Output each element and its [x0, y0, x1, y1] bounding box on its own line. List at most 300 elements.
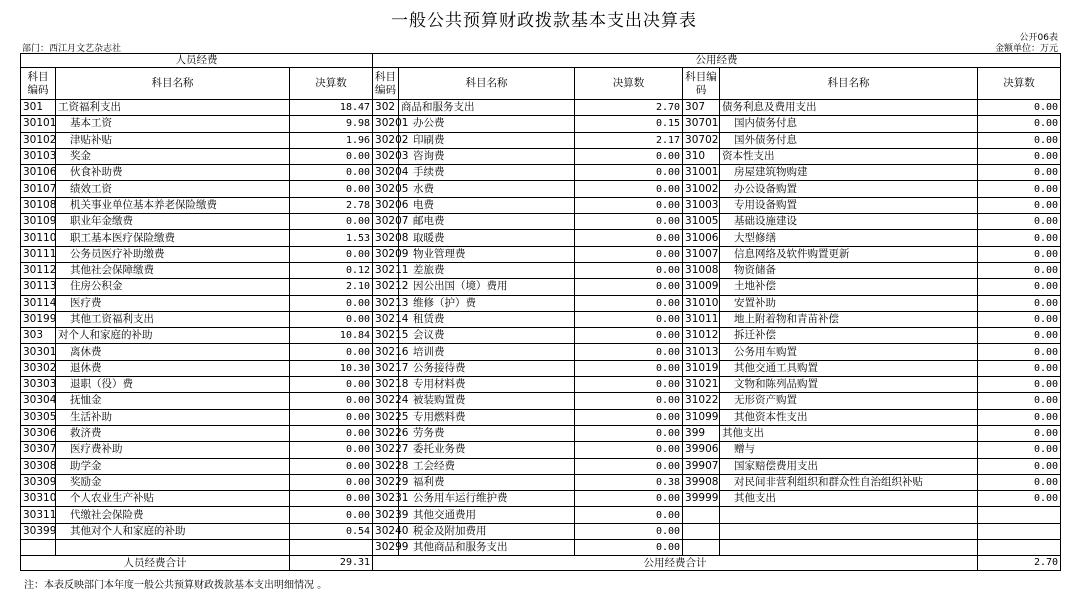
subject-amount: 0.00: [978, 230, 1061, 246]
subject-code: 30201: [373, 116, 399, 132]
subject-code: 30112: [21, 262, 56, 278]
table-row: [21, 540, 1061, 556]
subject-code: 399: [683, 425, 720, 441]
subject-code: 31021: [683, 377, 720, 393]
public-total-label: 公用经费合计: [373, 556, 978, 571]
table-row: [21, 279, 1061, 295]
subject-name: 赠与: [720, 442, 978, 458]
subject-code: [683, 523, 720, 539]
subject-name: 资本性支出: [720, 148, 978, 164]
subject-code: 30226: [373, 425, 399, 441]
subject-amount: 0.00: [978, 491, 1061, 507]
subject-name: 医疗费补助: [56, 442, 290, 458]
subject-code: 31012: [683, 328, 720, 344]
subject-amount: 0.38: [575, 474, 683, 490]
subject-code: 30216: [373, 344, 399, 360]
code-header: 科目编码: [683, 68, 720, 100]
subject-name: 公务用车购置: [720, 344, 978, 360]
subject-code: 30113: [21, 279, 56, 295]
subject-code: 30231: [373, 491, 399, 507]
subject-code: 30308: [21, 458, 56, 474]
subject-amount: 0.00: [978, 279, 1061, 295]
table-row: [21, 295, 1061, 311]
subject-amount: 0.00: [290, 311, 373, 327]
subject-code: 30214: [373, 311, 399, 327]
subject-amount: 10.30: [290, 360, 373, 376]
subject-code: 30702: [683, 132, 720, 148]
subject-amount: 0.15: [575, 116, 683, 132]
subject-code: 30205: [373, 181, 399, 197]
subject-amount: 0.00: [978, 328, 1061, 344]
subject-code: 30218: [373, 377, 399, 393]
table-row: [21, 181, 1061, 197]
subject-code: 31002: [683, 181, 720, 197]
subject-code: 31019: [683, 360, 720, 376]
table-row: [21, 328, 1061, 344]
subject-code: [21, 540, 56, 556]
subject-name: 其他工资福利支出: [56, 311, 290, 327]
subject-code: 39907: [683, 458, 720, 474]
subject-name: 其他社会保障缴费: [56, 262, 290, 278]
subject-name: 基础设施建设: [720, 214, 978, 230]
subject-code: 39908: [683, 474, 720, 490]
subject-amount: 0.00: [290, 246, 373, 262]
subject-name: 无形资产购置: [720, 393, 978, 409]
subject-amount: 0.00: [978, 393, 1061, 409]
subject-amount: 0.54: [290, 523, 373, 539]
subject-name: [720, 507, 978, 523]
subject-name: 咨询费: [399, 148, 575, 164]
subject-amount: 0.00: [978, 214, 1061, 230]
subject-code: 30203: [373, 148, 399, 164]
subject-code: 31013: [683, 344, 720, 360]
subject-name: 离休费: [56, 344, 290, 360]
subject-amount: 0.00: [575, 409, 683, 425]
subject-code: 30208: [373, 230, 399, 246]
subject-code: 30204: [373, 165, 399, 181]
subject-amount: 0.12: [290, 262, 373, 278]
subject-name: 助学金: [56, 458, 290, 474]
subject-amount: 1.53: [290, 230, 373, 246]
subject-amount: 0.00: [290, 409, 373, 425]
subject-code: [683, 540, 720, 556]
subject-amount: 0.00: [978, 197, 1061, 213]
page-title: 一般公共预算财政拨款基本支出决算表: [391, 11, 697, 31]
table-row: [21, 165, 1061, 181]
subject-amount: 9.98: [290, 116, 373, 132]
subject-name: 大型修缮: [720, 230, 978, 246]
subject-name: 拆迁补偿: [720, 328, 978, 344]
unit-label: 金额单位：万元: [994, 44, 1058, 54]
subject-amount: 0.00: [978, 132, 1061, 148]
subject-amount: 0.00: [290, 181, 373, 197]
subject-code: 31001: [683, 165, 720, 181]
subject-amount: 0.00: [290, 507, 373, 523]
subject-amount: 0.00: [575, 360, 683, 376]
subject-name: 医疗费: [56, 295, 290, 311]
subject-name: 水费: [399, 181, 575, 197]
subject-amount: 1.96: [290, 132, 373, 148]
subject-code: 303: [21, 328, 56, 344]
table-row: [21, 132, 1061, 148]
subject-code: 30227: [373, 442, 399, 458]
subject-name: 奖励金: [56, 474, 290, 490]
code-header: 科目编码: [21, 68, 56, 100]
table-row: [21, 360, 1061, 376]
subject-name: 生活补助: [56, 409, 290, 425]
subject-code: 30106: [21, 165, 56, 181]
subject-name: 会议费: [399, 328, 575, 344]
subject-name: 专用材料费: [399, 377, 575, 393]
table-row: [21, 507, 1061, 523]
subject-name: 代缴社会保险费: [56, 507, 290, 523]
subject-name: 退职（役）费: [56, 377, 290, 393]
subject-name: 其他对个人和家庭的补助: [56, 523, 290, 539]
subject-amount: 0.00: [290, 165, 373, 181]
subject-amount: 0.00: [575, 148, 683, 164]
subject-code: 30199: [21, 311, 56, 327]
subject-name: 取暖费: [399, 230, 575, 246]
subject-code: 30108: [21, 197, 56, 213]
subject-code: 30215: [373, 328, 399, 344]
subject-code: 30206: [373, 197, 399, 213]
subject-code: 30229: [373, 474, 399, 490]
subject-code: 39906: [683, 442, 720, 458]
subject-amount: 0.00: [575, 214, 683, 230]
subject-name: 工会经费: [399, 458, 575, 474]
subject-amount: [978, 540, 1061, 556]
subject-amount: 0.00: [978, 165, 1061, 181]
subject-amount: 0.00: [978, 409, 1061, 425]
subject-code: 30303: [21, 377, 56, 393]
subject-amount: 0.00: [290, 425, 373, 441]
personnel-total-label: 人员经费合计: [21, 556, 290, 571]
subject-code: 31099: [683, 409, 720, 425]
subject-amount: 0.00: [978, 311, 1061, 327]
subject-code: 30304: [21, 393, 56, 409]
subject-amount: 0.00: [978, 425, 1061, 441]
department-label: 部门：西江月文艺杂志社: [22, 44, 122, 54]
subject-code: 31010: [683, 295, 720, 311]
subject-name: 房屋建筑物购建: [720, 165, 978, 181]
subject-name: 维修（护）费: [399, 295, 575, 311]
table-row: [21, 148, 1061, 164]
subject-code: 30399: [21, 523, 56, 539]
table-row: [21, 377, 1061, 393]
subject-amount: 0.00: [978, 377, 1061, 393]
subject-name: 对民间非营利组织和群众性自治组织补贴: [720, 474, 978, 490]
footnote: 注：本表反映部门本年度一般公共预算财政拨款基本支出明细情况 。: [24, 580, 328, 591]
subject-amount: 0.00: [978, 100, 1061, 116]
subject-name: 伙食补助费: [56, 165, 290, 181]
subject-amount: 0.00: [575, 311, 683, 327]
subject-name: 专用燃料费: [399, 409, 575, 425]
subject-amount: 0.00: [575, 246, 683, 262]
subject-code: 30211: [373, 262, 399, 278]
subject-code: 307: [683, 100, 720, 116]
subject-code: 39999: [683, 491, 720, 507]
table-row: [21, 197, 1061, 213]
subject-amount: 0.00: [575, 230, 683, 246]
table-row: [21, 246, 1061, 262]
subject-name: 印刷费: [399, 132, 575, 148]
subject-name: 被装购置费: [399, 393, 575, 409]
table-row: [21, 442, 1061, 458]
subject-name: 手续费: [399, 165, 575, 181]
subject-name: 津贴补贴: [56, 132, 290, 148]
subject-code: 30306: [21, 425, 56, 441]
subject-code: 30299: [373, 540, 399, 556]
name-header: 科目名称: [56, 68, 290, 100]
subject-code: 30207: [373, 214, 399, 230]
table-row: [21, 474, 1061, 490]
subject-amount: 0.00: [978, 262, 1061, 278]
subject-name: 退休费: [56, 360, 290, 376]
subject-name: 住房公积金: [56, 279, 290, 295]
subject-name: 国家赔偿费用支出: [720, 458, 978, 474]
amount-header: 决算数: [290, 68, 373, 100]
subject-name: 职工基本医疗保险缴费: [56, 230, 290, 246]
table-row: [21, 100, 1061, 116]
subject-name: 委托业务费: [399, 442, 575, 458]
subject-amount: 0.00: [290, 458, 373, 474]
subject-code: 30110: [21, 230, 56, 246]
subject-code: 30213: [373, 295, 399, 311]
subject-name: 公务员医疗补助缴费: [56, 246, 290, 262]
subject-amount: 10.84: [290, 328, 373, 344]
subject-code: 30302: [21, 360, 56, 376]
subject-amount: 0.00: [575, 181, 683, 197]
subject-amount: [978, 507, 1061, 523]
table-row: [21, 344, 1061, 360]
subject-name: 基本工资: [56, 116, 290, 132]
expenditure-table: [20, 53, 1061, 571]
amount-header: 决算数: [575, 68, 683, 100]
subject-amount: 2.10: [290, 279, 373, 295]
subject-amount: 0.00: [575, 165, 683, 181]
subject-code: 31005: [683, 214, 720, 230]
table-row: [21, 425, 1061, 441]
subject-code: 30102: [21, 132, 56, 148]
subject-name: 抚恤金: [56, 393, 290, 409]
subject-code: 30202: [373, 132, 399, 148]
subject-amount: 0.00: [575, 377, 683, 393]
table-row: [21, 409, 1061, 425]
subject-amount: 0.00: [575, 442, 683, 458]
subject-name: 债务利息及费用支出: [720, 100, 978, 116]
subject-amount: 0.00: [575, 507, 683, 523]
table-row: [21, 523, 1061, 539]
subject-name: 对个人和家庭的补助: [56, 328, 290, 344]
subject-code: 30224: [373, 393, 399, 409]
subject-name: 土地补偿: [720, 279, 978, 295]
subject-code: 30217: [373, 360, 399, 376]
subject-amount: 0.00: [575, 491, 683, 507]
subject-amount: 0.00: [290, 214, 373, 230]
subject-name: 文物和陈列品购置: [720, 377, 978, 393]
subject-amount: 0.00: [575, 344, 683, 360]
subject-code: 30209: [373, 246, 399, 262]
subject-amount: 2.17: [575, 132, 683, 148]
table-row: [21, 262, 1061, 278]
subject-amount: 2.70: [575, 100, 683, 116]
subject-amount: 0.00: [575, 328, 683, 344]
subject-name: [720, 523, 978, 539]
subject-name: 租赁费: [399, 311, 575, 327]
subject-code: 31006: [683, 230, 720, 246]
table-row: [21, 393, 1061, 409]
subject-amount: 0.00: [290, 377, 373, 393]
subject-amount: [978, 523, 1061, 539]
table-row: [21, 116, 1061, 132]
personnel-total-amount: 29.31: [290, 556, 373, 571]
subject-amount: 0.00: [290, 344, 373, 360]
subject-code: 30114: [21, 295, 56, 311]
subject-name: [56, 540, 290, 556]
subject-name: 其他支出: [720, 491, 978, 507]
subject-amount: 0.00: [290, 393, 373, 409]
form-number: 公开06表: [1019, 33, 1058, 43]
subject-name: 地上附着物和青苗补偿: [720, 311, 978, 327]
table-row: [21, 311, 1061, 327]
subject-code: 30305: [21, 409, 56, 425]
subject-amount: 0.00: [575, 197, 683, 213]
public-section-header: 公用经费: [373, 54, 1061, 68]
subject-name: 税金及附加费用: [399, 523, 575, 539]
subject-code: 30311: [21, 507, 56, 523]
subject-amount: 0.00: [978, 458, 1061, 474]
subject-code: 30101: [21, 116, 56, 132]
subject-code: 30107: [21, 181, 56, 197]
subject-name: 办公费: [399, 116, 575, 132]
subject-code: 30228: [373, 458, 399, 474]
table-row: [21, 230, 1061, 246]
amount-header: 决算数: [978, 68, 1061, 100]
subject-name: 差旅费: [399, 262, 575, 278]
subject-code: 30109: [21, 214, 56, 230]
subject-name: 其他商品和服务支出: [399, 540, 575, 556]
subject-code: 31022: [683, 393, 720, 409]
table-row: [21, 214, 1061, 230]
subject-name: 物资储备: [720, 262, 978, 278]
name-header: 科目名称: [399, 68, 575, 100]
subject-name: 专用设备购置: [720, 197, 978, 213]
subject-code: 301: [21, 100, 56, 116]
subject-amount: 0.00: [290, 148, 373, 164]
subject-amount: 0.00: [575, 540, 683, 556]
table-body: [21, 100, 1061, 556]
subject-amount: [290, 540, 373, 556]
subject-name: 个人农业生产补贴: [56, 491, 290, 507]
public-total-amount: 2.70: [978, 556, 1061, 571]
subject-name: 奖金: [56, 148, 290, 164]
subject-amount: 0.00: [978, 295, 1061, 311]
subject-amount: 0.00: [978, 148, 1061, 164]
name-header: 科目名称: [720, 68, 978, 100]
subject-amount: 0.00: [978, 181, 1061, 197]
subject-amount: 0.00: [290, 474, 373, 490]
subject-code: [683, 507, 720, 523]
subject-name: 因公出国（境）费用: [399, 279, 575, 295]
subject-code: 310: [683, 148, 720, 164]
subject-code: 31007: [683, 246, 720, 262]
subject-name: 办公设备购置: [720, 181, 978, 197]
subject-name: 公务接待费: [399, 360, 575, 376]
subject-code: 30212: [373, 279, 399, 295]
subject-code: 31011: [683, 311, 720, 327]
subject-name: 绩效工资: [56, 181, 290, 197]
subject-amount: 0.00: [978, 360, 1061, 376]
subject-amount: 0.00: [978, 116, 1061, 132]
subject-amount: 0.00: [290, 491, 373, 507]
subject-name: 机关事业单位基本养老保险缴费: [56, 197, 290, 213]
subject-amount: 0.00: [978, 246, 1061, 262]
subject-name: 其他支出: [720, 425, 978, 441]
subject-name: [720, 540, 978, 556]
subject-amount: 0.00: [575, 279, 683, 295]
subject-name: 信息网络及软件购置更新: [720, 246, 978, 262]
subject-amount: 0.00: [290, 295, 373, 311]
subject-amount: 0.00: [575, 295, 683, 311]
subject-name: 培训费: [399, 344, 575, 360]
subject-amount: 0.00: [575, 523, 683, 539]
code-header: 科目编码: [373, 68, 399, 100]
subject-amount: 0.00: [575, 458, 683, 474]
subject-amount: 0.00: [575, 393, 683, 409]
subject-code: 302: [373, 100, 399, 116]
subject-code: 30225: [373, 409, 399, 425]
subject-amount: 0.00: [290, 442, 373, 458]
table-row: [21, 458, 1061, 474]
subject-name: 工资福利支出: [56, 100, 290, 116]
subject-code: 30307: [21, 442, 56, 458]
table-row: [21, 491, 1061, 507]
subject-name: 其他资本性支出: [720, 409, 978, 425]
subject-code: 30309: [21, 474, 56, 490]
subject-amount: 0.00: [978, 344, 1061, 360]
subject-code: 30301: [21, 344, 56, 360]
subject-code: 30701: [683, 116, 720, 132]
subject-name: 公务用车运行维护费: [399, 491, 575, 507]
subject-code: 30103: [21, 148, 56, 164]
subject-name: 物业管理费: [399, 246, 575, 262]
subject-amount: 18.47: [290, 100, 373, 116]
subject-name: 其他交通费用: [399, 507, 575, 523]
subject-code: 31009: [683, 279, 720, 295]
subject-amount: 0.00: [978, 442, 1061, 458]
subject-amount: 0.00: [575, 262, 683, 278]
subject-name: 电费: [399, 197, 575, 213]
subject-name: 福利费: [399, 474, 575, 490]
subject-amount: 0.00: [575, 425, 683, 441]
subject-name: 救济费: [56, 425, 290, 441]
subject-name: 职业年金缴费: [56, 214, 290, 230]
subject-name: 其他交通工具购置: [720, 360, 978, 376]
subject-code: 30310: [21, 491, 56, 507]
subject-name: 劳务费: [399, 425, 575, 441]
subject-name: 邮电费: [399, 214, 575, 230]
subject-name: 国外债务付息: [720, 132, 978, 148]
subject-name: 安置补助: [720, 295, 978, 311]
subject-code: 30240: [373, 523, 399, 539]
subject-code: 30239: [373, 507, 399, 523]
subject-amount: 2.78: [290, 197, 373, 213]
subject-name: 商品和服务支出: [399, 100, 575, 116]
personnel-section-header: 人员经费: [21, 54, 373, 68]
subject-name: 国内债务付息: [720, 116, 978, 132]
subject-code: 31008: [683, 262, 720, 278]
subject-amount: 0.00: [978, 474, 1061, 490]
